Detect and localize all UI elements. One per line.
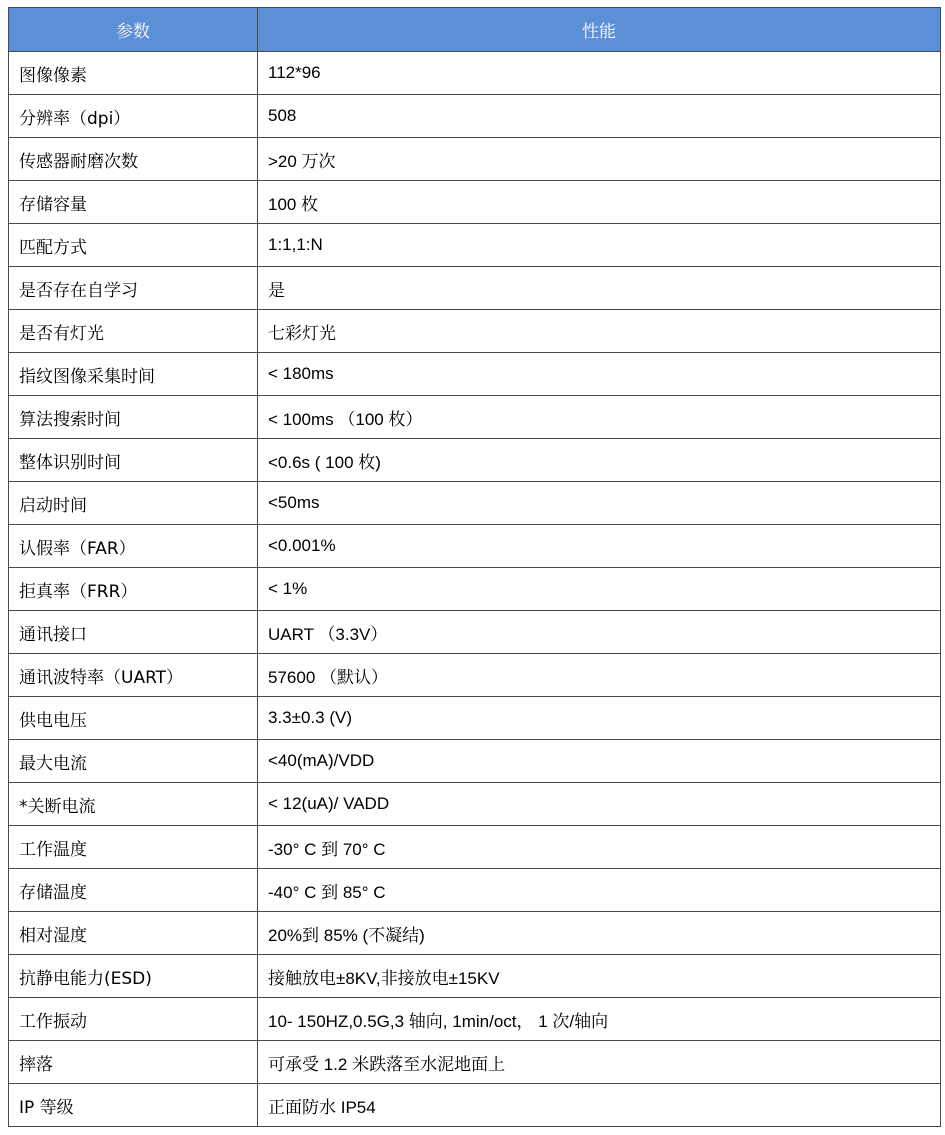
performance-cell: 可承受 1.2 米跌落至水泥地面上 (258, 1041, 941, 1084)
param-cell: 匹配方式 (9, 224, 258, 267)
table-row (9, 224, 941, 267)
param-cell: 是否有灯光 (9, 310, 258, 353)
param-cell: 工作振动 (9, 998, 258, 1041)
performance-cell: <0.6s ( 100 枚) (258, 439, 941, 482)
performance-cell: 112*96 (258, 52, 941, 95)
param-cell: 拒真率（FRR） (9, 568, 258, 611)
param-cell: 供电电压 (9, 697, 258, 740)
param-cell: 摔落 (9, 1041, 258, 1084)
performance-cell: <0.001% (258, 525, 941, 568)
table-row (9, 869, 941, 912)
table-row (9, 52, 941, 95)
param-cell: 相对湿度 (9, 912, 258, 955)
param-cell: 指纹图像采集时间 (9, 353, 258, 396)
performance-cell: UART （3.3V） (258, 611, 941, 654)
param-cell: 存储容量 (9, 181, 258, 224)
param-cell: 图像像素 (9, 52, 258, 95)
performance-cell: 正面防水 IP54 (258, 1084, 941, 1127)
table-body (9, 52, 941, 1127)
performance-cell: <50ms (258, 482, 941, 525)
param-cell: 存储温度 (9, 869, 258, 912)
param-cell: 通讯接口 (9, 611, 258, 654)
performance-cell: -30° C 到 70° C (258, 826, 941, 869)
performance-cell: -40° C 到 85° C (258, 869, 941, 912)
param-cell: 认假率（FAR） (9, 525, 258, 568)
table-row (9, 912, 941, 955)
param-cell: IP 等级 (9, 1084, 258, 1127)
param-cell: 工作温度 (9, 826, 258, 869)
table-row (9, 654, 941, 697)
performance-cell: 1:1,1:N (258, 224, 941, 267)
table-row (9, 998, 941, 1041)
performance-cell: 20%到 85% (不凝结) (258, 912, 941, 955)
performance-cell: 3.3±0.3 (V) (258, 697, 941, 740)
param-cell: 通讯波特率（UART） (9, 654, 258, 697)
table-row (9, 95, 941, 138)
param-cell: 最大电流 (9, 740, 258, 783)
table-row (9, 1041, 941, 1084)
performance-cell: <40(mA)/VDD (258, 740, 941, 783)
table-row (9, 396, 941, 439)
param-cell: 是否存在自学习 (9, 267, 258, 310)
performance-cell: < 1% (258, 568, 941, 611)
performance-cell: 是 (258, 267, 941, 310)
param-cell: 抗静电能力(ESD) (9, 955, 258, 998)
table-row (9, 181, 941, 224)
param-cell: 整体识别时间 (9, 439, 258, 482)
performance-cell: 508 (258, 95, 941, 138)
param-cell: 算法搜索时间 (9, 396, 258, 439)
table-row (9, 1084, 941, 1127)
header-param: 参数 (9, 8, 258, 52)
param-cell: 传感器耐磨次数 (9, 138, 258, 181)
table-row (9, 783, 941, 826)
table-row (9, 439, 941, 482)
table-row (9, 611, 941, 654)
param-cell: 分辨率（dpi） (9, 95, 258, 138)
spec-table (8, 7, 941, 1127)
table-row (9, 568, 941, 611)
header-performance: 性能 (258, 8, 941, 52)
table-row (9, 955, 941, 998)
performance-cell: 100 枚 (258, 181, 941, 224)
param-cell: *关断电流 (9, 783, 258, 826)
performance-cell: >20 万次 (258, 138, 941, 181)
table-row (9, 138, 941, 181)
performance-cell: 57600 （默认） (258, 654, 941, 697)
table-row (9, 740, 941, 783)
performance-cell: < 12(uA)/ VADD (258, 783, 941, 826)
performance-cell: 七彩灯光 (258, 310, 941, 353)
table-row (9, 525, 941, 568)
param-cell: 启动时间 (9, 482, 258, 525)
performance-cell: 接触放电±8KV,非接放电±15KV (258, 955, 941, 998)
performance-cell: < 180ms (258, 353, 941, 396)
table-row (9, 697, 941, 740)
performance-cell: < 100ms （100 枚） (258, 396, 941, 439)
table-row (9, 826, 941, 869)
table-row (9, 310, 941, 353)
performance-cell: 10- 150HZ,0.5G,3 轴向, 1min/oct， 1 次/轴向 (258, 998, 941, 1041)
table-row (9, 267, 941, 310)
table-header-row (9, 8, 941, 52)
table-row (9, 482, 941, 525)
table-row (9, 353, 941, 396)
